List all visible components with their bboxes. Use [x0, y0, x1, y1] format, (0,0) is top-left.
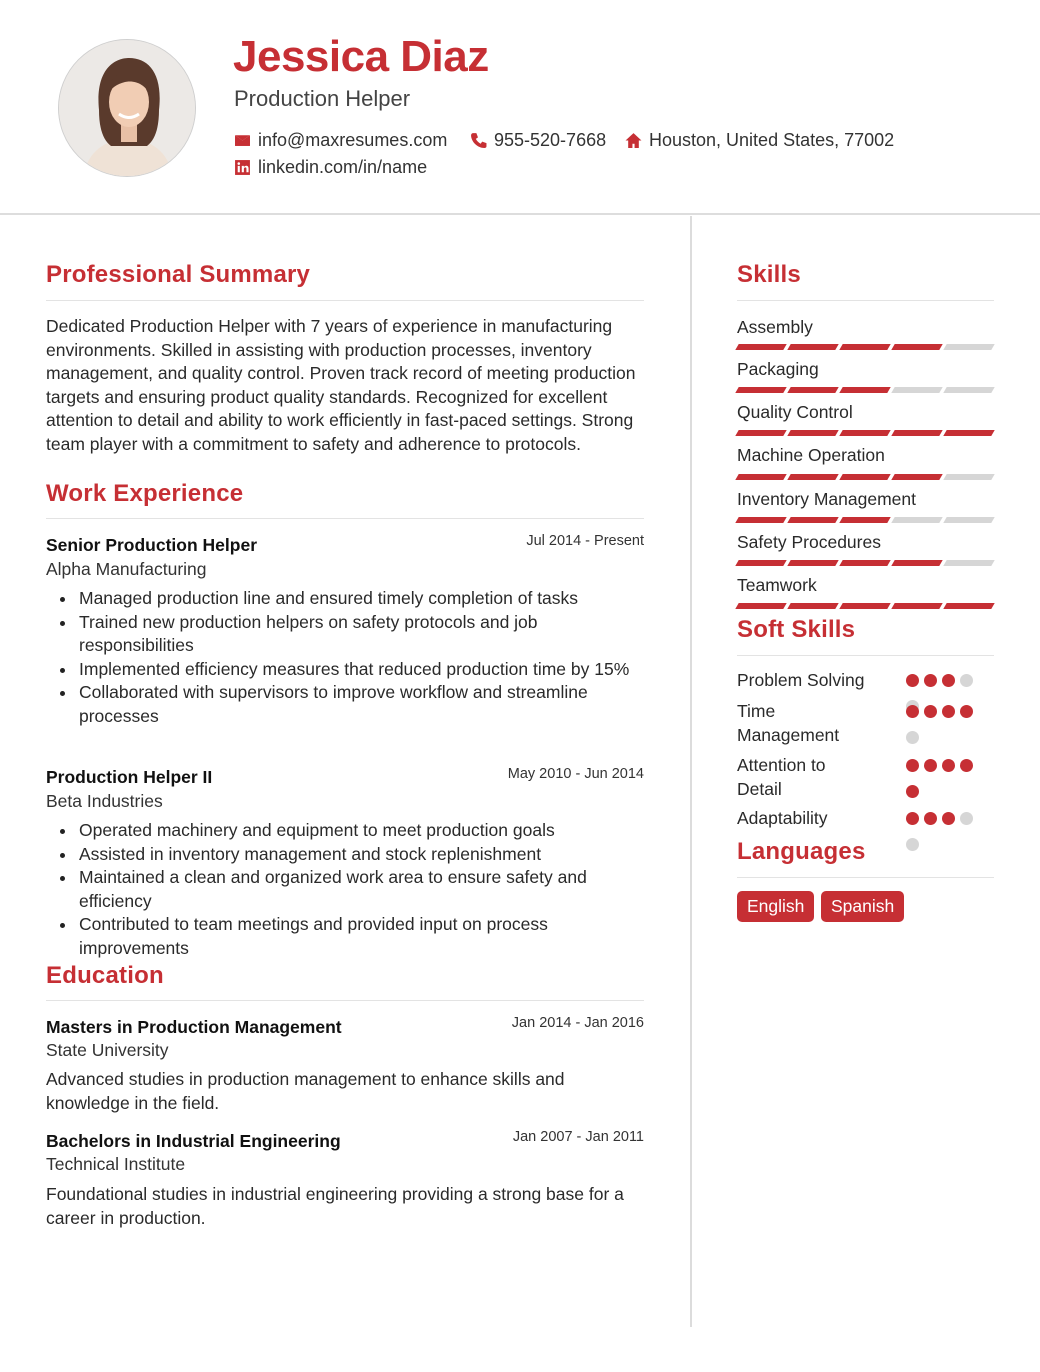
linkedin-icon: [234, 159, 251, 176]
summary-title: Professional Summary: [46, 261, 311, 288]
skill-level-segment: [839, 474, 890, 480]
degree-title: Bachelors in Industrial Engineering: [46, 1131, 341, 1151]
skill-level-segment: [943, 474, 994, 480]
contact-email[interactable]: [234, 130, 447, 151]
skill-name: Inventory Management: [737, 489, 916, 509]
skill-level-segment: [839, 560, 890, 566]
rating-dot: [924, 759, 937, 772]
job-bullets: [46, 819, 646, 961]
skill-name: Assembly: [737, 317, 813, 337]
soft-skills-rule: [737, 655, 994, 656]
avatar: [58, 39, 196, 177]
phone-text: 955-520-7668: [494, 130, 607, 150]
summary-rule: [46, 300, 644, 301]
job-title: Senior Production Helper: [46, 535, 257, 555]
skills-title: Skills: [737, 261, 801, 288]
school-name: Technical Institute: [46, 1154, 186, 1174]
skill-name: Packaging: [737, 359, 819, 379]
skill-level-segment: [891, 603, 942, 609]
skill-level-bar: [737, 387, 993, 393]
skill-level-segment: [943, 603, 994, 609]
home-icon: [625, 132, 642, 149]
rating-dot: [906, 812, 919, 825]
skill-level-bar: [737, 474, 993, 480]
skill-level-segment: [735, 517, 786, 523]
rating-dot: [942, 705, 955, 718]
rating-dot: [924, 812, 937, 825]
job-bullets: [46, 587, 646, 729]
rating-dot: [906, 674, 919, 687]
skill-level-segment: [839, 603, 890, 609]
rating-dot: [906, 759, 919, 772]
skill-level-segment: [891, 474, 942, 480]
skill-level-segment: [787, 387, 838, 393]
job-date: May 2010 - Jun 2014: [507, 766, 644, 782]
rating-dot: [924, 705, 937, 718]
skill-level-segment: [891, 430, 942, 436]
skill-level-segment: [943, 517, 994, 523]
job-date: Jul 2014 - Present: [526, 533, 644, 549]
education-rule: [46, 1000, 644, 1001]
skill-level-segment: [943, 430, 994, 436]
soft-skills-title: Soft Skills: [737, 616, 856, 643]
skill-level-segment: [839, 344, 890, 350]
profile-photo: [59, 40, 196, 177]
job-title: Production Helper II: [46, 767, 213, 787]
candidate-name: Jessica Diaz: [233, 32, 489, 81]
language-badge: English: [737, 891, 814, 922]
skills-rule: [737, 300, 994, 301]
list-item: Collaborated with supervisors to improve workflow and streamline processes: [46, 681, 646, 728]
resume-header: [0, 0, 1040, 215]
rating-dot: [924, 674, 937, 687]
rating-dot: [942, 759, 955, 772]
skill-level-segment: [735, 560, 786, 566]
rating-dot: [960, 759, 973, 772]
soft-skill-rating: [906, 759, 982, 798]
skill-level-segment: [891, 387, 942, 393]
skill-level-segment: [839, 387, 890, 393]
job-company: Alpha Manufacturing: [46, 559, 207, 579]
degree-title: Masters in Production Management: [46, 1017, 342, 1037]
skill-level-segment: [735, 603, 786, 609]
rating-dot: [942, 674, 955, 687]
skill-level-segment: [787, 603, 838, 609]
education-date: Jan 2014 - Jan 2016: [511, 1015, 644, 1031]
soft-skill-name: Time Management: [737, 701, 840, 745]
list-item: Maintained a clean and organized work area to ensure safety and efficiency: [46, 866, 646, 913]
location-text: Houston, United States, 77002: [649, 130, 895, 150]
rating-dot: [906, 705, 919, 718]
experience-title: Work Experience: [46, 480, 244, 507]
skill-level-segment: [891, 517, 942, 523]
email-text: info@maxresumes.com: [258, 130, 448, 150]
contact-phone[interactable]: [470, 130, 606, 151]
rating-dot: [942, 812, 955, 825]
skill-level-segment: [787, 517, 838, 523]
education-title: Education: [46, 962, 164, 989]
list-item: Contributed to team meetings and provided input on process improvements: [46, 913, 646, 960]
skill-level-segment: [787, 474, 838, 480]
skill-level-bar: [737, 560, 993, 566]
list-item: Managed production line and ensured timely completion of tasks: [46, 587, 646, 611]
school-name: State University: [46, 1040, 169, 1060]
column-divider: [690, 216, 692, 1327]
soft-skill-name: Problem Solving: [737, 670, 865, 690]
soft-skill-rating: [906, 705, 982, 744]
soft-skill-name: Attention to Detail: [737, 755, 826, 799]
skill-level-segment: [735, 430, 786, 436]
skill-name: Quality Control: [737, 402, 853, 422]
skill-level-bar: [737, 344, 993, 350]
list-item: Trained new production helpers on safety protocols and job responsibilities: [46, 611, 646, 658]
phone-icon: [470, 132, 487, 149]
soft-skill-rating: [906, 812, 982, 851]
education-description: Advanced studies in production management to enhance skills and knowledge in the field.: [46, 1069, 565, 1113]
education-description: Foundational studies in industrial engineering providing a strong base for a career in production.: [46, 1184, 624, 1228]
skill-level-segment: [891, 344, 942, 350]
skill-level-bar: [737, 603, 993, 609]
skill-level-segment: [787, 344, 838, 350]
skill-level-segment: [735, 474, 786, 480]
envelope-icon: [234, 132, 251, 149]
skill-level-segment: [787, 430, 838, 436]
rating-dot: [960, 705, 973, 718]
list-item: Operated machinery and equipment to meet production goals: [46, 819, 646, 843]
skill-name: Machine Operation: [737, 445, 885, 465]
rating-dot: [906, 785, 919, 798]
skill-level-segment: [943, 344, 994, 350]
contact-linkedin[interactable]: [234, 157, 427, 178]
skill-level-segment: [839, 430, 890, 436]
skill-level-segment: [943, 387, 994, 393]
skill-level-segment: [735, 344, 786, 350]
linkedin-text: linkedin.com/in/name: [258, 157, 428, 177]
rating-dot: [906, 731, 919, 744]
languages-rule: [737, 877, 994, 878]
language-badge: Spanish: [821, 891, 904, 922]
rating-dot: [960, 674, 973, 687]
rating-dot: [960, 812, 973, 825]
skill-level-segment: [943, 560, 994, 566]
job-company: Beta Industries: [46, 791, 163, 811]
skill-level-segment: [787, 560, 838, 566]
languages-title: Languages: [737, 838, 866, 865]
summary-text: Dedicated Production Helper with 7 years of experience in manufacturing environments. Skilled in assisting with production processes, inventory management, and quality control. Proven track record of meeting production targets and ensuring product quality standards. Recognized for excellent attention to detail and ability to work efficiently in fast-paced settings. Strong team player with a commitment to safety and adherence to protocols.: [46, 316, 636, 454]
soft-skill-name: Adaptability: [737, 808, 828, 828]
list-item: Implemented efficiency measures that reduced production time by 15%: [46, 658, 646, 682]
skill-level-bar: [737, 430, 993, 436]
skill-level-segment: [735, 387, 786, 393]
list-item: Assisted in inventory management and stock replenishment: [46, 843, 646, 867]
skill-name: Safety Procedures: [737, 532, 881, 552]
skill-level-segment: [839, 517, 890, 523]
rating-dot: [906, 838, 919, 851]
education-date: Jan 2007 - Jan 2011: [512, 1129, 644, 1145]
skill-level-segment: [891, 560, 942, 566]
skill-name: Teamwork: [737, 575, 817, 595]
candidate-role: Production Helper: [234, 86, 411, 111]
skill-level-bar: [737, 517, 993, 523]
contact-location: [625, 130, 894, 151]
experience-rule: [46, 518, 644, 519]
